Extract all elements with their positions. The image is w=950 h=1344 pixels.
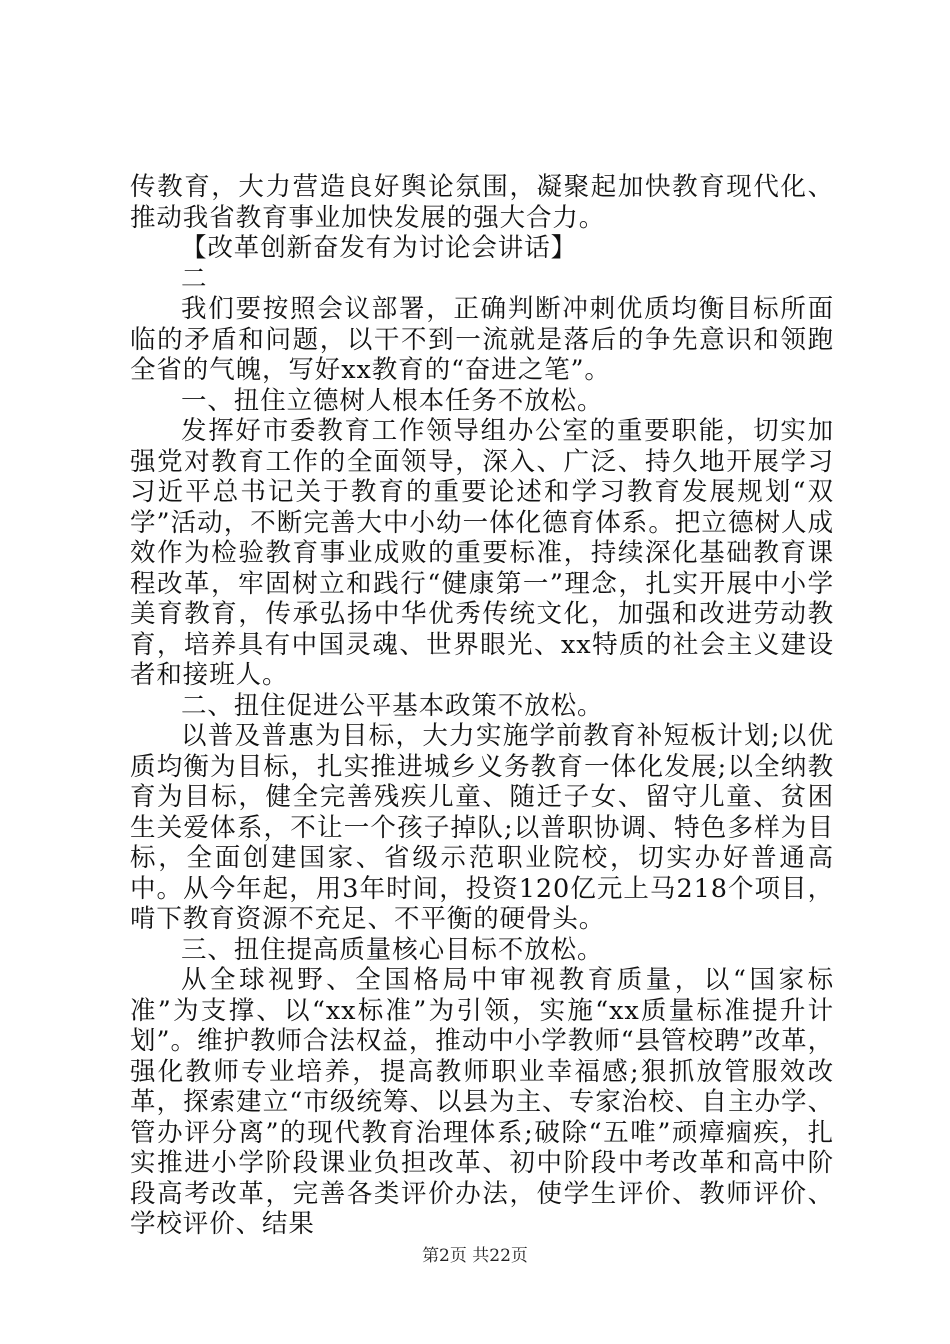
- page-footer: [0, 1245, 950, 1267]
- paragraph-continuation: 传教育，大力营造良好舆论氛围，凝聚起加快教育现代化、推动我省教育事业加快发展的强大合力。: [130, 172, 834, 233]
- paragraph-point-one: 发挥好市委教育工作领导组办公室的重要职能，切实加强党对教育工作的全面领导，深入、广泛、持久地开展学习习近平总书记关于教育的重要论述和学习教育发展规划“双学”活动，不断完善大中小幼一体化德育体系。把立德树人成效作为检验教育事业成败的重要标准，持续深化基础教育课程改革，牢固树立和践行“健康第一”理念，扎实开展中小学美育教育，传承弘扬中华优秀传统文化，加强和改进劳动教育，培养具有中国灵魂、世界眼光、xx特质的社会主义建设者和接班人。: [130, 416, 834, 690]
- page-number-label: 第2页 共22页: [422, 1246, 528, 1266]
- section-title: 【改革创新奋发有为讨论会讲话】: [181, 233, 578, 263]
- document-body: [130, 172, 834, 1240]
- paragraph-intro: 我们要按照会议部署，正确判断冲刺优质均衡目标所面临的矛盾和问题，以干不到一流就是落后的争先意识和领跑全省的气魄，写好xx教育的“奋进之笔”。: [130, 294, 834, 385]
- paragraph-point-three: 从全球视野、全国格局中审视教育质量，以“国家标准”为支撑、以“xx标准”为引领，实施“xx质量标准提升计划”。维护教师合法权益，推动中小学教师“县管校聘”改革，强化教师专业培养，提高教师职业幸福感;狠抓放管服效改革，探索建立“市级统筹、以县为主、专家治校、自主办学、管办评分离”的现代教育治理体系;破除“五唯”顽瘴痼疾，扎实推进小学阶段课业负担改革、初中阶段中考改革和高中阶段高考改革，完善各类评价办法，使学生评价、教师评价、学校评价、结果: [130, 965, 834, 1239]
- heading-point-two: 二、扭住促进公平基本政策不放松。: [181, 690, 604, 721]
- heading-point-three: 三、扭住提高质量核心目标不放松。: [181, 934, 604, 965]
- section-number: 二: [181, 263, 208, 294]
- heading-point-one: 一、扭住立德树人根本任务不放松。: [181, 385, 604, 416]
- paragraph-point-two: 以普及普惠为目标，大力实施学前教育补短板计划;以优质均衡为目标，扎实推进城乡义务教育一体化发展;以全纳教育为目标，健全完善残疾儿童、随迁子女、留守儿童、贫困生关爱体系，不让一个孩子掉队;以普职协调、特色多样为目标，全面创建国家、省级示范职业院校，切实办好普通高中。从今年起，用3年时间，投资120亿元上马218个项目，啃下教育资源不充足、不平衡的硬骨头。: [130, 721, 834, 934]
